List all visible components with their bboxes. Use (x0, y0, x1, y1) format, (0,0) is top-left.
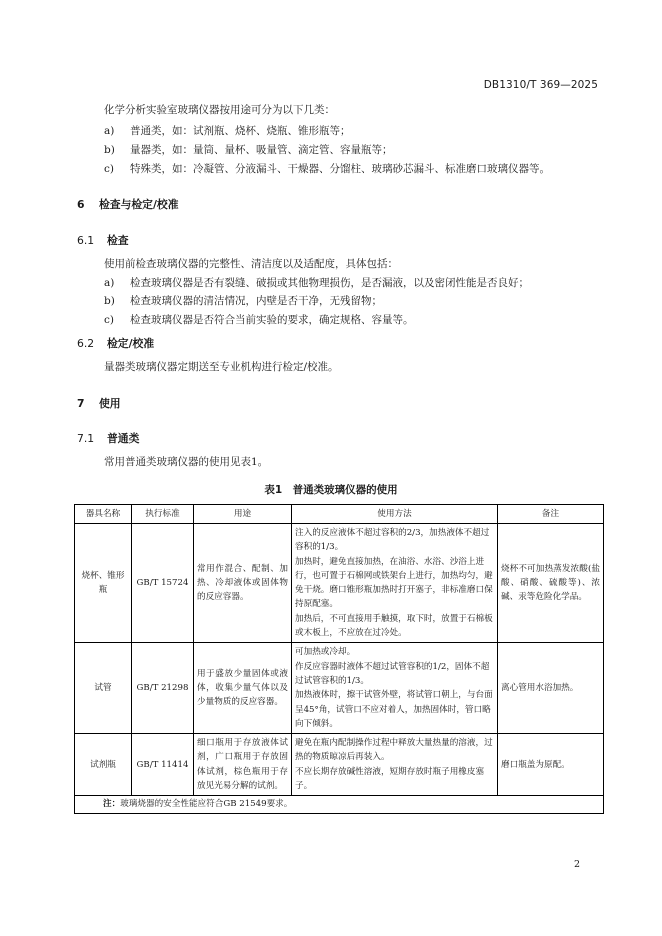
header-remark: 备注 (498, 505, 604, 524)
list-item (104, 313, 414, 327)
list-text: 检查玻璃仪器是否有裂缝、破损或其他物理损伤，是否漏液，以及密闭性能是否良好； (130, 277, 529, 289)
subsection-number: 6.1 (77, 234, 95, 247)
cell-remark: 磨口瓶盖为原配。 (498, 734, 604, 796)
header-name: 器具名称 (75, 505, 132, 524)
subsection-heading-7-1 (77, 431, 139, 446)
cell-purpose: 常用作混合、配制、加热、冷却液体或固体物的反应容器。 (194, 524, 292, 643)
list-marker: b) (104, 144, 115, 156)
table-row (75, 643, 604, 734)
table-note (75, 796, 604, 813)
subsection-title: 检定/校准 (107, 337, 155, 350)
subsection-number: 6.2 (77, 337, 95, 350)
subsection-title: 检查 (107, 234, 129, 247)
cell-remark: 离心管用水浴加热。 (498, 643, 604, 734)
table-row (75, 734, 604, 796)
subsection-number: 7.1 (77, 432, 95, 445)
page-number: 2 (573, 859, 580, 870)
list-item (104, 162, 550, 176)
header-standard: 执行标准 (132, 505, 194, 524)
section-title: 使用 (99, 397, 121, 410)
method-line: 避免在瓶内配制操作过程中释放大量热量的溶液，过热的物质晾凉后再装入。 (295, 738, 493, 763)
document-id: DB1310/T 369—2025 (483, 79, 598, 91)
method-line: 加热液体时，擦干试管外壁，将试管口朝上，与台面呈45°角，试管口不应对着人，加热固体时，管口略向下倾斜。 (295, 690, 493, 729)
list-marker: c) (104, 163, 114, 175)
table-caption: 表1 普通类玻璃仪器的使用 (264, 484, 398, 496)
subsection-heading-6-1 (77, 233, 129, 248)
section-number: 6 (77, 198, 85, 211)
method-line: 加热后，不可直接用手触摸，取下时，放置于石棉板或木板上，不应放在过冷处。 (295, 613, 493, 639)
calibration-text: 量器类玻璃仪器定期送至专业机构进行检定/校准。 (104, 361, 339, 373)
cell-standard: GB/T 15724 (132, 524, 194, 643)
section-title: 检查与检定/校准 (99, 198, 179, 211)
list-item (104, 143, 393, 157)
section-heading-7 (77, 396, 121, 411)
table-row (75, 524, 604, 643)
note-label: 注： (103, 799, 121, 810)
cell-purpose: 细口瓶用于存放液体试剂，广口瓶用于存放固体试剂，棕色瓶用于存放见光易分解的试剂。 (194, 734, 292, 796)
method-line: 作反应容器时液体不超过试管容积的1/2，固体不超过试管容积的1/3。 (295, 661, 490, 686)
method-line: 注入的反应液体不超过容积的2/3，加热液体不超过容积的1/3。 (295, 528, 490, 553)
list-marker: b) (104, 295, 115, 307)
cell-standard: GB/T 11414 (132, 734, 194, 796)
cell-name: 试剂瓶 (75, 734, 132, 796)
usage-table (74, 504, 604, 814)
list-text: 量器类，如：量筒、量杯、吸量管、滴定管、容量瓶等； (130, 144, 393, 156)
header-purpose: 用途 (194, 505, 292, 524)
cell-method (292, 524, 498, 643)
cell-name: 烧杯、锥形瓶 (75, 524, 132, 643)
section-number: 7 (77, 397, 85, 410)
cell-method (292, 734, 498, 796)
intro-lead: 化学分析实验室玻璃仪器按用途可分为以下几类： (104, 104, 335, 116)
list-marker: c) (104, 314, 114, 326)
subsection-heading-6-2 (77, 336, 154, 351)
list-item (104, 276, 529, 290)
list-text: 普通类，如：试剂瓶、烧杯、烧瓶、锥形瓶等； (130, 125, 351, 137)
cell-method (292, 643, 498, 734)
check-lead: 使用前检查玻璃仪器的完整性、清洁度以及适配度，具体包括： (104, 258, 398, 270)
method-line: 不应长期存放碱性溶液，短期存放时瓶子用橡皮塞子。 (295, 766, 485, 792)
cell-remark: 烧杯不可加热蒸发浓酸(盐酸、硝酸、硫酸等)、浓碱、汞等危险化学品。 (498, 524, 604, 643)
table-note-row (75, 796, 604, 813)
list-marker: a) (104, 277, 115, 289)
list-item (104, 124, 351, 138)
section-heading-6 (77, 197, 179, 212)
list-text: 检查玻璃仪器是否符合当前实验的要求，确定规格、容量等。 (130, 314, 414, 326)
header-method: 使用方法 (292, 505, 498, 524)
cell-purpose: 用于盛放少量固体或液体，收集少量气体以及少量物质的反应容器。 (194, 643, 292, 734)
method-line: 可加热或冷却。 (295, 647, 356, 658)
note-text: 玻璃烧器的安全性能应符合GB 21549要求。 (120, 799, 293, 810)
table-header-row (75, 505, 604, 524)
cell-name: 试管 (75, 643, 132, 734)
subsection-title: 普通类 (107, 432, 140, 445)
method-line: 加热时，避免直接加热，在油浴、水浴、沙浴上进行，也可置于石棉网或铁架台上进行，加热均匀，避免干烧。磨口锥形瓶加热时打开塞子，非标准磨口保持原配塞。 (295, 556, 493, 610)
cell-standard: GB/T 21298 (132, 643, 194, 734)
usage-text: 常用普通类玻璃仪器的使用见表1。 (104, 456, 269, 468)
list-marker: a) (104, 125, 115, 137)
list-item (104, 294, 382, 308)
list-text: 检查玻璃仪器的清洁情况，内壁是否干净，无残留物； (130, 295, 382, 307)
list-text: 特殊类，如：冷凝管、分液漏斗、干燥器、分馏柱、玻璃砂芯漏斗、标准磨口玻璃仪器等。 (130, 163, 550, 175)
